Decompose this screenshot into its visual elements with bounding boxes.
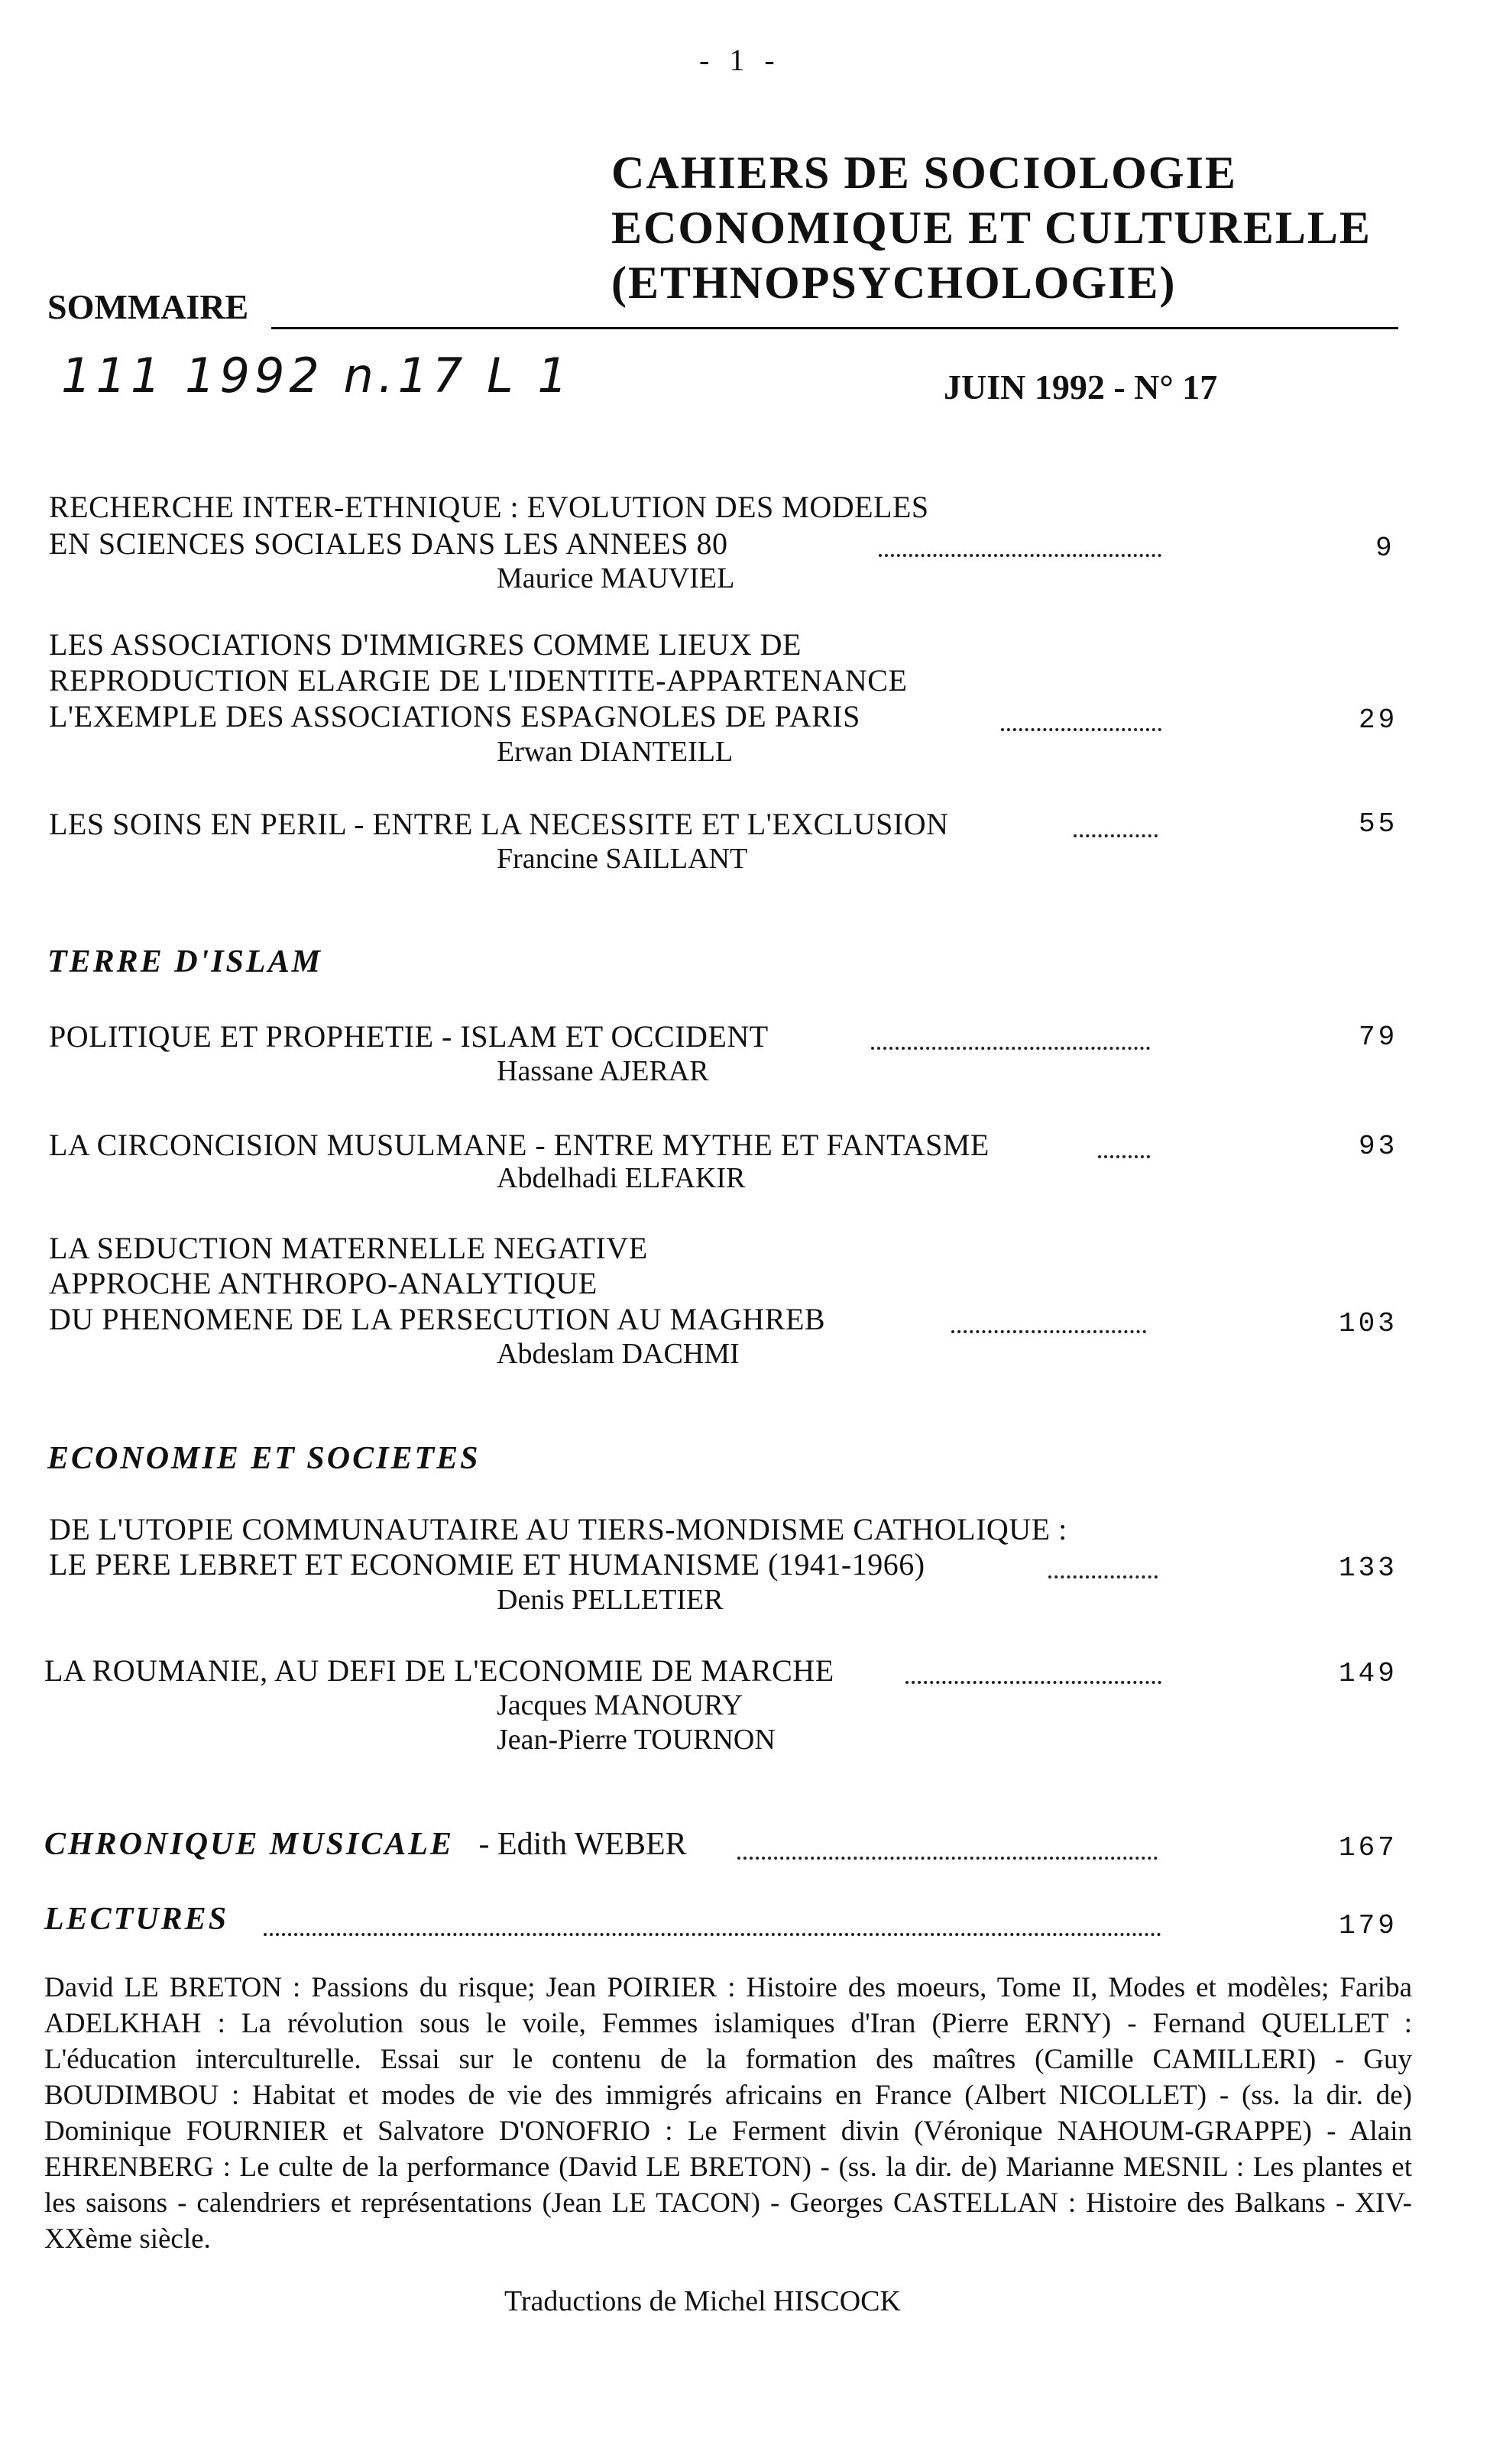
entry-title-line: LES ASSOCIATIONS D'IMMIGRES COMME LIEUX DE	[49, 627, 802, 662]
header-rule	[271, 327, 1398, 329]
page-ref: 55	[1359, 808, 1398, 840]
dot-leader	[871, 1047, 1150, 1050]
entry-author: Jacques MANOURY	[497, 1689, 743, 1721]
handwritten-reference: 111 1992 n.17 L 1	[61, 348, 572, 403]
chronique-line	[44, 1826, 687, 1863]
page-ref: 79	[1359, 1022, 1398, 1053]
entry-author: Maurice MAUVIEL	[497, 562, 735, 594]
section-heading-terre-d-islam: TERRE D'ISLAM	[47, 944, 322, 979]
entry-title-line: DU PHENOMENE DE LA PERSECUTION AU MAGHREB	[49, 1302, 826, 1336]
entry-title-line: DE L'UTOPIE COMMUNAUTAIRE AU TIERS-MONDISME CATHOLIQUE :	[49, 1512, 1067, 1546]
page-ref: 149	[1339, 1658, 1398, 1689]
page-ref: 93	[1359, 1131, 1398, 1162]
dot-leader	[879, 554, 1161, 557]
entry-author: Denis PELLETIER	[497, 1584, 724, 1616]
entry-title-line: LES SOINS EN PERIL - ENTRE LA NECESSITE ET L'EXCLUSION	[49, 807, 949, 841]
entry-author: Hassane AJERAR	[497, 1055, 709, 1087]
entry-author: Abdeslam DACHMI	[497, 1338, 740, 1370]
entry-title-line: LA SEDUCTION MATERNELLE NEGATIVE	[49, 1231, 648, 1265]
page-ref: 29	[1359, 704, 1398, 736]
chronique-label: CHRONIQUE MUSICALE	[44, 1827, 454, 1862]
entry-author: Francine SAILLANT	[497, 843, 748, 875]
entry-author: Jean-Pierre TOURNON	[497, 1724, 776, 1756]
dot-leader	[1001, 728, 1161, 731]
dot-leader	[1048, 1575, 1158, 1578]
entry-title-line: EN SCIENCES SOCIALES DANS LES ANNEES 80	[49, 526, 728, 561]
page-ref: 133	[1339, 1553, 1398, 1584]
sommaire-label: SOMMAIRE	[47, 287, 249, 326]
dot-leader	[1098, 1155, 1150, 1158]
entry-title-line: LA CIRCONCISION MUSULMANE - ENTRE MYTHE ET FANTASME	[49, 1128, 990, 1162]
chronique-author: - Edith WEBER	[478, 1827, 687, 1862]
dot-leader	[264, 1933, 1161, 1936]
journal-title	[611, 145, 1406, 310]
entry-title-line: POLITIQUE ET PROPHETIE - ISLAM ET OCCIDENT	[49, 1019, 769, 1054]
translations-credit: Traductions de Michel HISCOCK	[504, 2285, 901, 2317]
entry-title-line: LA ROUMANIE, AU DEFI DE L'ECONOMIE DE MARCHE	[44, 1653, 834, 1688]
entry-title-line: L'EXEMPLE DES ASSOCIATIONS ESPAGNOLES DE PARIS	[49, 699, 860, 733]
page-ref: 9	[1375, 533, 1395, 564]
entry-title-line: REPRODUCTION ELARGIE DE L'IDENTITE-APPARTENANCE	[49, 663, 908, 698]
entry-title-line: RECHERCHE INTER-ETHNIQUE : EVOLUTION DES MODELES	[49, 490, 929, 524]
journal-title-line-1: CAHIERS DE SOCIOLOGIE	[611, 147, 1237, 198]
lectures-label: LECTURES	[44, 1902, 229, 1937]
page-ref: 167	[1339, 1832, 1398, 1863]
page-ref: 103	[1339, 1308, 1398, 1339]
entry-title-line: LE PERE LEBRET ET ECONOMIE ET HUMANISME (1941-1966)	[49, 1547, 925, 1582]
journal-title-line-3: (ETHNOPSYCHOLOGIE)	[611, 257, 1177, 308]
section-heading-economie-et-societes: ECONOMIE ET SOCIETES	[47, 1441, 481, 1476]
page-ref: 179	[1339, 1910, 1398, 1941]
entry-author: Abdelhadi ELFAKIR	[497, 1162, 746, 1194]
lectures-list: David LE BRETON : Passions du risque; Jean POIRIER : Histoire des moeurs, Tome II, Modes et modèles; Fariba ADELKHAH : La révolution sous le voile, Femmes islamiques d'Iran (Pierre ERNY) - Fernand QUELLET : L'éducation interculturelle. Essai sur le contenu de la formation des maîtres (Camille CAMILLERI) - Guy BOUDIMBOU : Habitat et modes de vie des immigrés africains en France (Albert NICOLLET) - (ss. la dir. de) Dominique FOURNIER et Salvatore D'ONOFRIO : Le Ferment divin (Véronique NAHOUM-GRAPPE) - Alain EHRENBERG : Le culte de la performance (David LE BRETON) - (ss. la dir. de) Marianne MESNIL : Les plantes et les saisons - calendriers et représentations (Jean LE TACON) - Georges CASTELLAN : Histoire des Balkans - XIV-XXème siècle.	[44, 1972, 1412, 2255]
journal-title-line-2: ECONOMIQUE ET CULTURELLE	[611, 202, 1372, 253]
entry-title-line: APPROCHE ANTHROPO-ANALYTIQUE	[49, 1266, 598, 1300]
dot-leader	[905, 1681, 1161, 1684]
entry-author: Erwan DIANTEILL	[497, 736, 734, 768]
dot-leader	[737, 1857, 1158, 1860]
dot-leader	[951, 1330, 1146, 1333]
dot-leader	[1074, 834, 1158, 837]
issue-date: JUIN 1992 - N° 17	[944, 367, 1218, 406]
page-number: - 1 -	[699, 43, 781, 77]
